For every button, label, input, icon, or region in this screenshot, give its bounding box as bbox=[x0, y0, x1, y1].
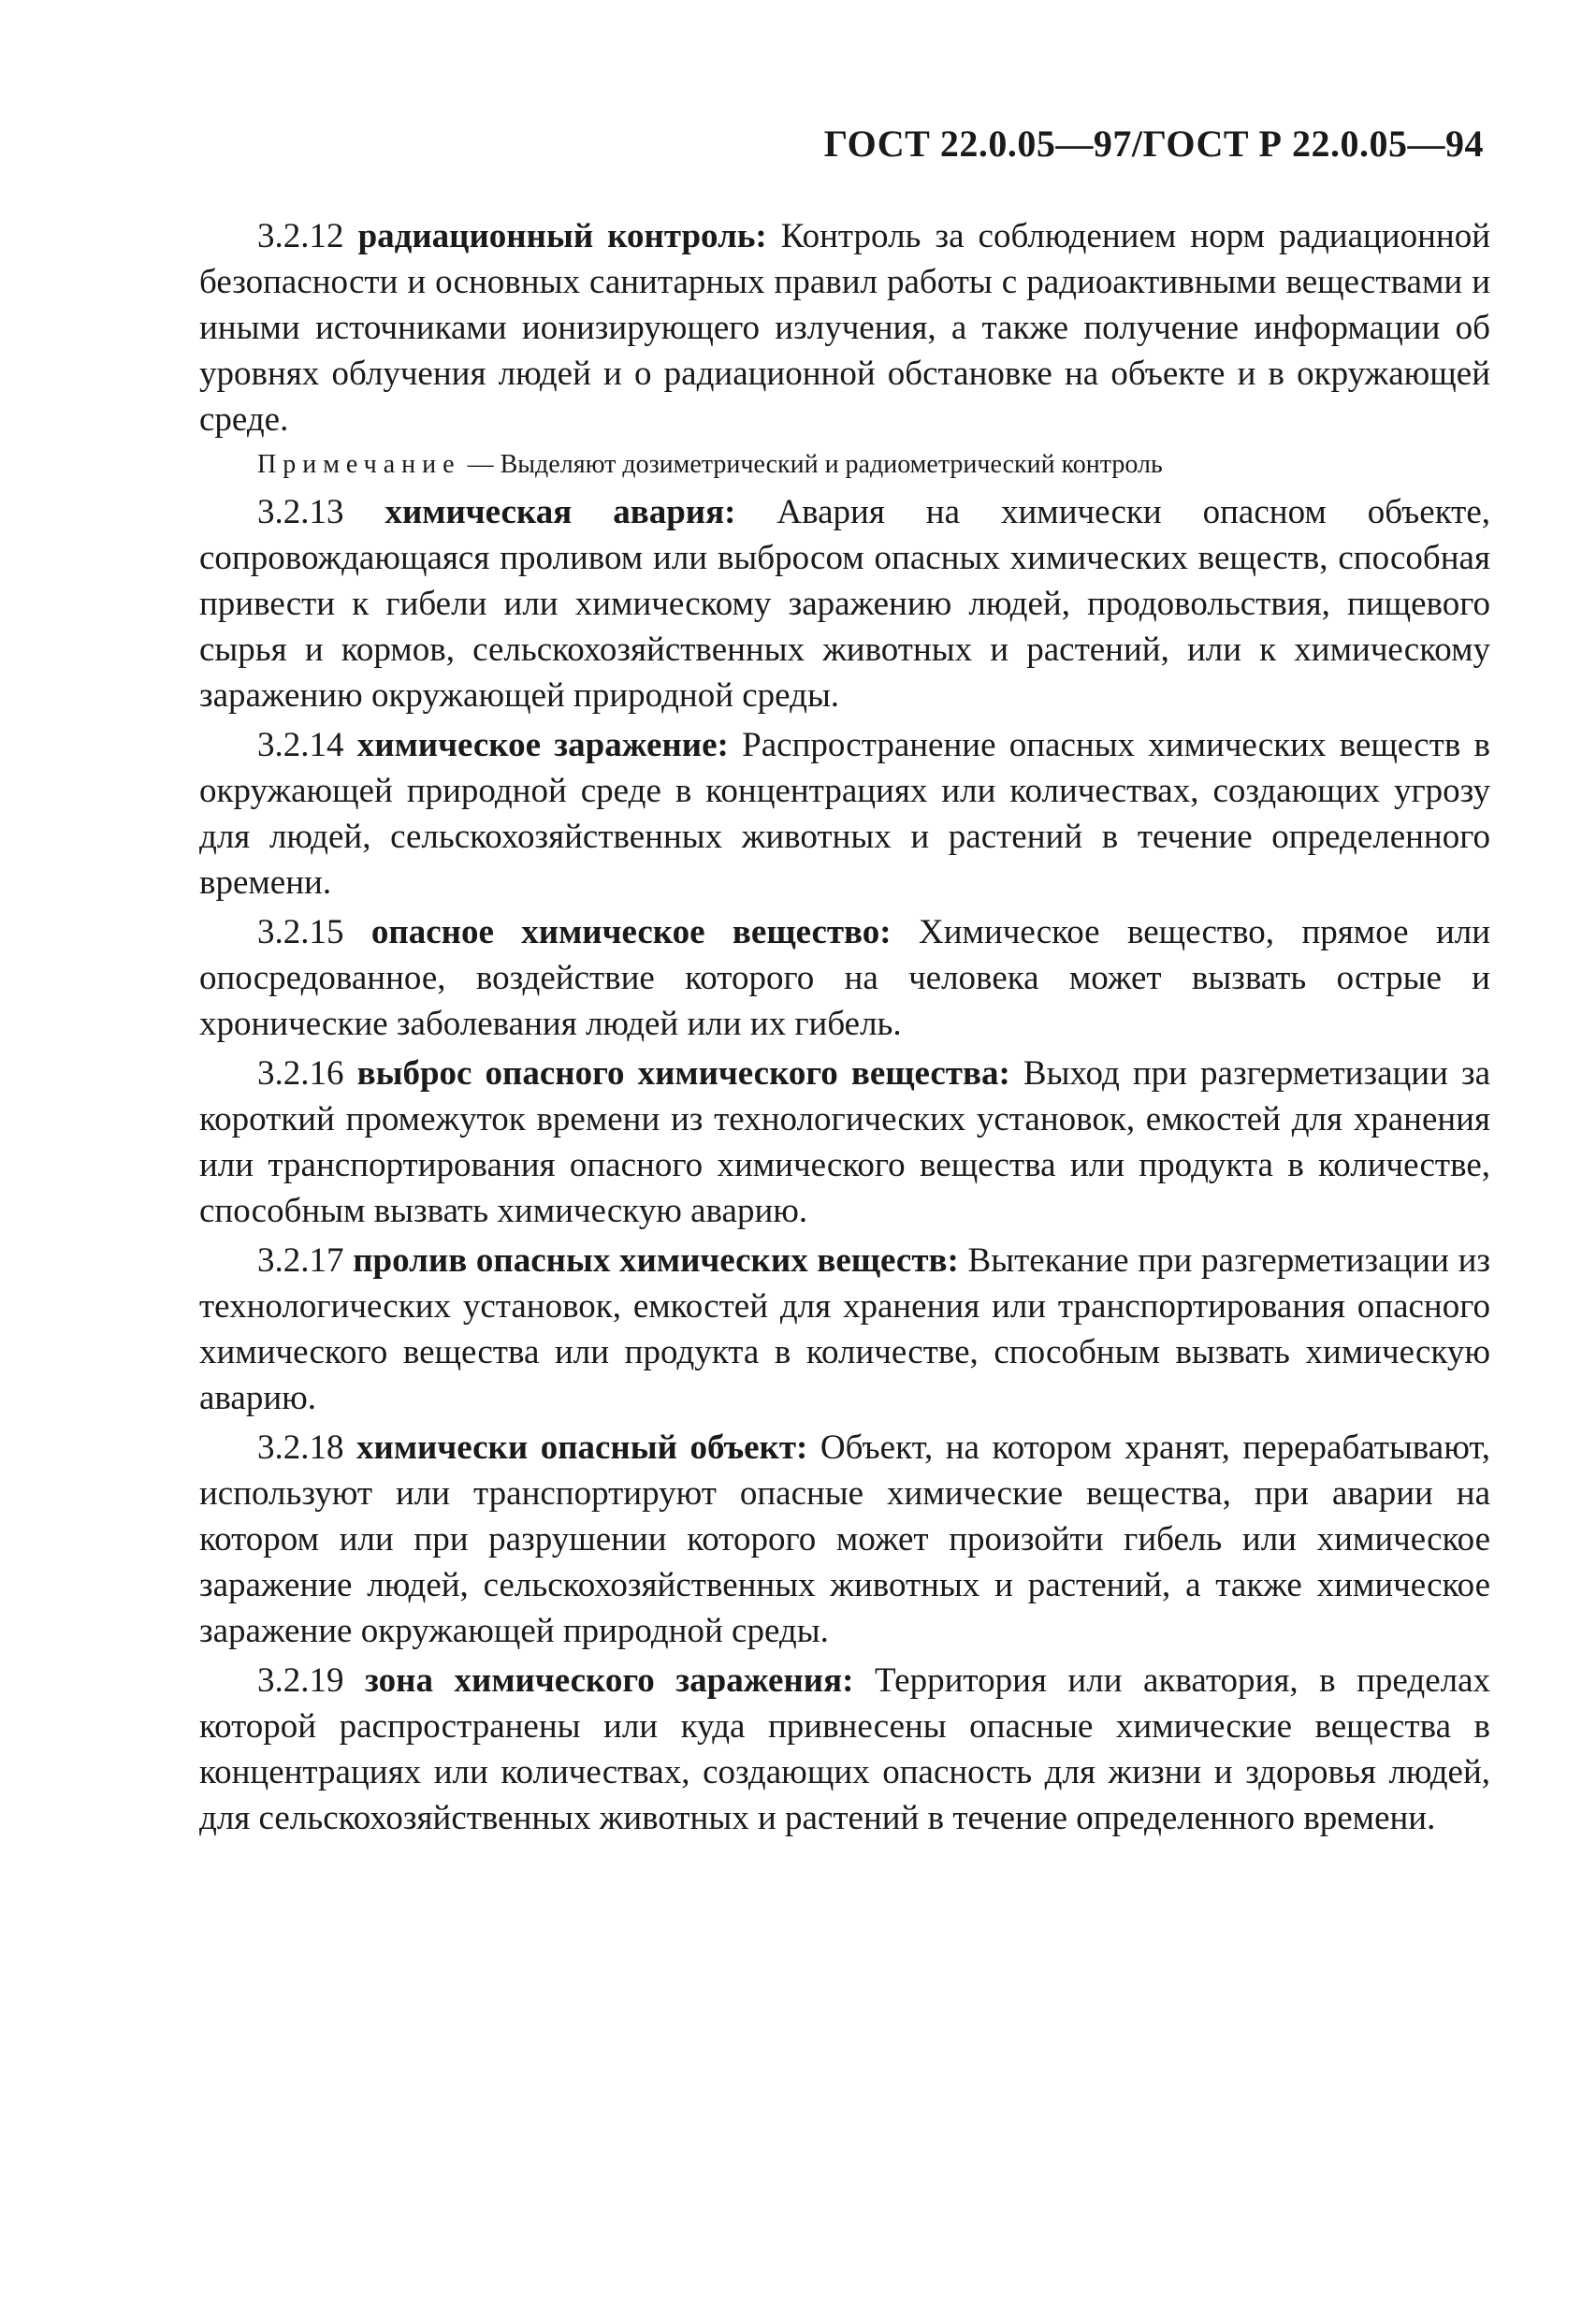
term-entry-3-2-12 bbox=[199, 213, 1490, 442]
term-entry-3-2-13 bbox=[199, 489, 1490, 718]
entry-number: 3.2.15 bbox=[257, 913, 344, 951]
note-text: Выделяют дозиметрический и радиометрический контроль bbox=[500, 450, 1163, 479]
term-entry-3-2-17 bbox=[199, 1238, 1490, 1421]
term-entry-3-2-14 bbox=[199, 722, 1490, 906]
entry-term: радиационный контроль: bbox=[357, 217, 767, 255]
entry-definition: Распространение опасных химических веществ в окружающей природной среде в концентрациях или количествах, создающих угрозу для людей, сельскохозяйственных животных и растений в течение определенного времени. bbox=[199, 726, 1491, 902]
entry-definition: Объект, на котором хранят, перерабатывают, используют или транспортируют опасные химические вещества, при аварии на котором или при разрушении которого может произойти гибель или химическое заражение людей, сельскохозяйственных животных и растений, а также химическое заражение окружающей природной среды. bbox=[199, 1428, 1490, 1650]
term-entry-3-2-19 bbox=[199, 1658, 1490, 1841]
entry-number: 3.2.19 bbox=[257, 1661, 344, 1700]
entry-number: 3.2.12 bbox=[257, 217, 344, 255]
document-header bbox=[824, 122, 1484, 166]
term-entry-3-2-15 bbox=[199, 909, 1490, 1047]
entry-definition: Вытекание при разгерметизации из технологических установок, емкостей для хранения или транспортирования опасного химического вещества или продукта в количестве, способным вызвать химическую аварию. bbox=[199, 1241, 1491, 1417]
entry-definition: Химическое вещество, прямое или опосредованное, воздействие которого на человека может вызвать острые и хронические заболевания людей или их гибель. bbox=[199, 913, 1491, 1043]
term-entry-3-2-18 bbox=[199, 1425, 1490, 1654]
note-label: Примечание bbox=[257, 450, 461, 479]
standard-code: ГОСТ 22.0.05—97/ГОСТ Р 22.0.05—94 bbox=[823, 123, 1484, 165]
entry-number: 3.2.17 bbox=[257, 1241, 344, 1280]
entry-term: зона химического заражения: bbox=[365, 1661, 854, 1700]
term-entry-3-2-16 bbox=[199, 1051, 1490, 1234]
entry-definition: Авария на химически опасном объекте, сопровождающаяся проливом или выбросом опасных химических веществ, способная привести к гибели или химическому заражению людей, продовольствия, пищевого сырья и кормов, сельскохозяйственных животных и растений, или к химическому заражению окружающей природной среды. bbox=[199, 493, 1491, 715]
entry-definition: Территория или акватория, в пределах которой распространены или куда привнесены опасные химические вещества в концентрациях или количествах, создающих опасность для жизни и здоровья людей, для сельскохозяйственных животных и растений в течение определенного времени. bbox=[199, 1661, 1491, 1837]
document-body bbox=[199, 213, 1490, 1845]
note bbox=[199, 446, 1490, 484]
entry-definition: Выход при разгерметизации за короткий промежуток времени из технологических установок, емкостей для хранения или транспортирования опасного химического вещества или продукта в количестве, способным вызвать химическую аварию. bbox=[199, 1054, 1491, 1230]
entry-term: пролив опасных химических веществ: bbox=[353, 1241, 959, 1280]
note-separator: — bbox=[460, 450, 501, 479]
entry-term: опасное химическое вещество: bbox=[370, 913, 892, 951]
entry-term: химическое заражение: bbox=[356, 726, 729, 764]
entry-term: химическая авария: bbox=[384, 493, 736, 531]
entry-term: выброс опасного химического вещества: bbox=[356, 1054, 1010, 1093]
entry-term: химически опасный объект: bbox=[356, 1428, 808, 1467]
entry-number: 3.2.16 bbox=[257, 1054, 344, 1093]
entry-definition: Контроль за соблюдением норм радиационной безопасности и основных санитарных правил работы с радиоактивными веществами и иными источниками ионизирующего излучения, а также получение информации об уровнях облучения людей и о радиационной обстановке на объекте и в окружающей среде. bbox=[199, 217, 1491, 439]
entry-number: 3.2.18 bbox=[257, 1428, 344, 1467]
entry-number: 3.2.14 bbox=[257, 726, 344, 764]
entry-number: 3.2.13 bbox=[257, 493, 344, 531]
